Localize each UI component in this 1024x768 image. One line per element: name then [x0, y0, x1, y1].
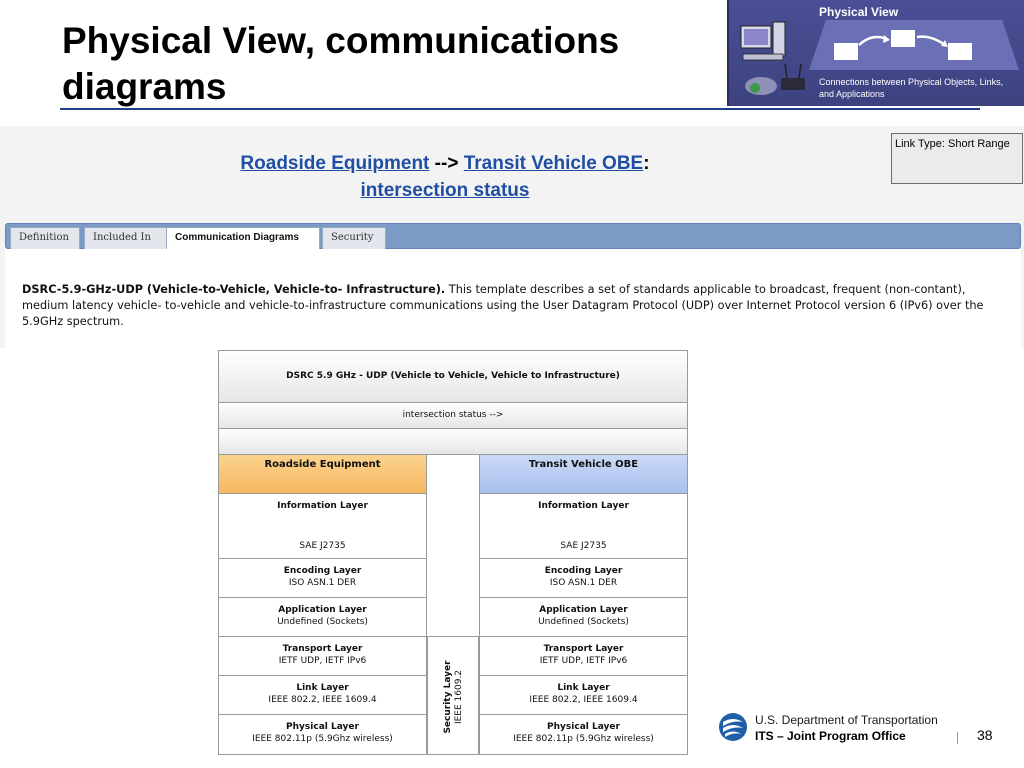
- page-number: 38: [977, 727, 993, 743]
- flow-arrow-text: -->: [434, 153, 459, 174]
- flow-heading: [0, 150, 890, 204]
- tab-included-in[interactable]: Included In: [84, 227, 168, 249]
- layer-standard: IETF UDP, IETF IPv6: [278, 656, 367, 666]
- title-rule: [60, 108, 980, 110]
- layer-name: Encoding Layer: [544, 566, 623, 576]
- layer-name: Application Layer: [278, 605, 367, 615]
- transit-vehicle-obe-header: Transit Vehicle OBE: [479, 454, 688, 494]
- right-encoding-layer: [479, 558, 688, 598]
- layer-standard: ISO ASN.1 DER: [549, 578, 618, 588]
- badge-box-center: [891, 30, 915, 47]
- left-physical-layer: [218, 714, 427, 755]
- left-encoding-layer: [218, 558, 427, 598]
- layer-name: Information Layer: [277, 501, 368, 511]
- badge-caption: Connections between Physical Objects, Links, and Applications: [819, 77, 1004, 99]
- layer-name: Encoding Layer: [283, 566, 362, 576]
- layer-name: Link Layer: [557, 683, 610, 693]
- left-application-layer: [218, 597, 427, 637]
- layer-standard: ISO ASN.1 DER: [288, 578, 357, 588]
- layer-standard: IETF UDP, IETF IPv6: [539, 656, 628, 666]
- security-layer-standard: IEEE 1609.2: [454, 669, 464, 725]
- template-text: This template describes a set of standards applicable to broadcast, frequent (non-contant), medium latency vehicle- to-vehicle and vehicle-to-infrastructure communications using the User Datagram Protocol (UDP) over Internet Protocol version 6 (IPv6) over the 5.9GHz spectrum.: [22, 283, 984, 328]
- heading-colon: :: [643, 153, 650, 174]
- roadside-equipment-header: Roadside Equipment: [218, 454, 427, 494]
- layer-name: Application Layer: [539, 605, 628, 615]
- tab-definition[interactable]: Definition: [10, 227, 80, 249]
- right-link-layer: [479, 675, 688, 715]
- link-type-box: Link Type: Short Range: [891, 133, 1023, 184]
- left-transport-layer: [218, 636, 427, 676]
- physical-view-badge: [727, 0, 1024, 106]
- layer-name: Transport Layer: [543, 644, 624, 654]
- layer-name: Physical Layer: [286, 722, 359, 732]
- layer-standard: IEEE 802.11p (5.9Ghz wireless): [252, 734, 393, 744]
- link-transit-vehicle-obe[interactable]: Transit Vehicle OBE: [463, 153, 644, 174]
- link-intersection-status[interactable]: intersection status: [360, 180, 530, 201]
- diagram-title: DSRC 5.9 GHz - UDP (Vehicle to Vehicle, Vehicle to Infrastructure): [218, 350, 688, 403]
- badge-arrow-icon: [915, 33, 949, 49]
- layer-standard: IEEE 802.11p (5.9Ghz wireless): [513, 734, 654, 744]
- layer-standard: SAE J2735: [560, 541, 607, 551]
- layer-name: Link Layer: [296, 683, 349, 693]
- left-information-layer: [218, 493, 427, 559]
- footer-department: U.S. Department of Transportation: [755, 713, 938, 727]
- template-name: DSRC-5.9-GHz-UDP (Vehicle-to-Vehicle, Vehicle-to- Infrastructure).: [22, 283, 446, 296]
- footer-office: ITS – Joint Program Office: [755, 729, 906, 743]
- security-layer-label: [443, 660, 465, 733]
- badge-arrow-icon: [857, 33, 891, 47]
- tab-bar: [5, 223, 1021, 249]
- right-information-layer: [479, 493, 688, 559]
- diagram-spacer-row: [218, 428, 688, 455]
- footer-separator: [957, 732, 958, 744]
- layer-name: Transport Layer: [282, 644, 363, 654]
- usdot-logo-icon: [718, 712, 748, 742]
- tab-security[interactable]: Security: [322, 227, 386, 249]
- diagram-flow-label: intersection status -->: [218, 402, 688, 429]
- layer-standard: Undefined (Sockets): [277, 617, 368, 627]
- layer-name: Physical Layer: [547, 722, 620, 732]
- layer-standard: SAE J2735: [299, 541, 346, 551]
- architecture-web-view: [0, 126, 1024, 348]
- template-description: [22, 282, 1012, 330]
- slide-title: Physical View, communications diagrams: [62, 20, 620, 107]
- security-layer: [427, 636, 479, 755]
- layer-name: Information Layer: [538, 501, 629, 511]
- layer-standard: Undefined (Sockets): [538, 617, 629, 627]
- badge-title: Physical View: [819, 5, 899, 19]
- badge-box-left: [834, 43, 858, 60]
- badge-box-right: [948, 43, 972, 60]
- right-physical-layer: [479, 714, 688, 755]
- tab-communication-diagrams[interactable]: Communication Diagrams: [166, 227, 320, 250]
- communications-diagram: [218, 350, 688, 754]
- devices-icon: [735, 8, 810, 103]
- right-application-layer: [479, 597, 688, 637]
- link-roadside-equipment[interactable]: Roadside Equipment: [240, 153, 430, 174]
- layer-standard: IEEE 802.2, IEEE 1609.4: [529, 695, 638, 705]
- left-link-layer: [218, 675, 427, 715]
- security-layer-name: Security Layer: [443, 660, 453, 734]
- right-transport-layer: [479, 636, 688, 676]
- layer-standard: IEEE 802.2, IEEE 1609.4: [268, 695, 377, 705]
